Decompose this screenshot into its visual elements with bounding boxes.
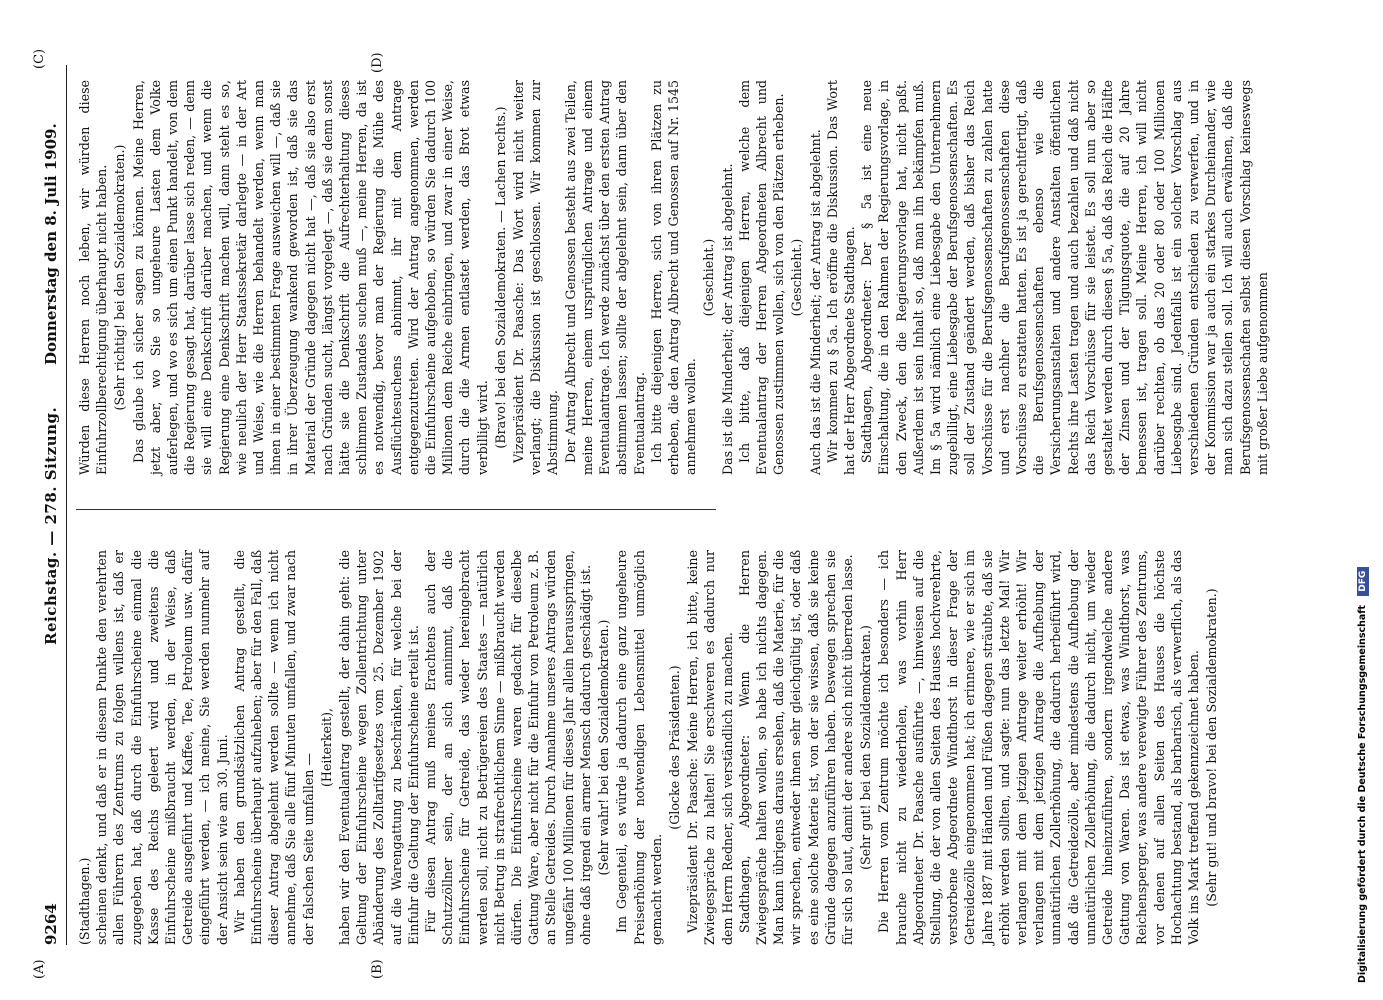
session-date: Donnerstag den 8. Juli 1909. [42,123,60,365]
speaker-paragraph: Stadthagen, Abgeordneter: Wenn die Herren Zwiegespräche halten wollen, so habe ich nichts dagegen. Man kann übrigens daraus ersehen, daß die Materie, für die wir sprechen, entweder ihnen sehr gleichgültig ist, oder daß es eine solche Materie ist, von der sie wissen, daß sie keine Gründe dagegen anzuführen haben. Deswegen sprechen sie für sich so laut, damit der andere sich nicht überreden lasse. [736,550,855,945]
paragraph: Wir haben den grundsätzlichen Antrag gestellt, die Einfuhrscheine überhaupt aufzuheben; aber für den Fall, daß dieser Antrag abgelehnt werden sollte — wenn ich nicht annehme, daß Sie alle fünf Minuten umfallen, und zwar nach der falschen Seite umfallen — [231,550,316,945]
right-column [76,80,1270,475]
paragraph: Die Herren vom Zentrum möchte ich besonders — ich brauche nicht zu wiederholen, was vorhin Herr Abgeordneter Dr. Paasche ausführte —, hinweisen auf die Stellung, die der von allen Seiten des Hauses hochverehrte, verstorbene Abgeordnete Windthorst in dieser Frage der Getreidezölle eingenommen hat; ich erinnere, wie er sich im Jahre 1887 mit Händen und Füßen dagegen sträubte, daß sie erhöht werden sollten, und sagte: nun das letzte Mal! Wir verlangen mit dem jetzigen Antrage weiter erhöht! Wir verlangen mit dem jetzigen Antrage die Aufhebung der unnatürlichen Zollerhöhung, die dadurch herbeiführt wird, daß die Getreidezölle, aber mindestens die Aufhebung der unnatürlichen Zollerhöhung, die dadurch nicht, um wieder Getreide hineinzuführen, sondern irgendwelche andere Gattung von Waren. Das ist etwas, was Windthorst, was Reichensperger, was andere verewigte Führer des Zentrums, vor denen auf allen Seiten des Hauses die höchste Hochachtung bestand, als barbarisch, als verwerflich, als das Volk ins Mark treffend gekennzeichnet haben. [876,550,1201,945]
margin-mark-d: (D) [370,52,385,73]
paragraph: Auch das ist die Minderheit; der Antrag ist abgelehnt. [807,129,823,475]
interjection: (Sehr gut! bei den Sozialdemokraten.) [858,625,874,870]
left-column [76,550,1220,945]
dfg-logo: DFG [1357,567,1369,596]
paragraph: Ich bitte diejenigen Herren, sich von ihren Plätzen zu erheben, die den Antrag Albrecht und Genossen auf Nr. 1545 annehmen wollen. [648,80,699,475]
paragraph: Das ist die Minderheit; der Antrag ist abgelehnt. [719,163,735,475]
interjection: (Glocke des Präsidenten.) [666,665,682,830]
interjection: (Sehr wahr! bei den Sozialdemokraten.) [596,619,612,876]
paragraph: Für diesen Antrag muß meines Erachtens auch der Schutzzöllner sein, der an sich annimmt, daß die Einfuhrscheine für Getreide, das wieder hereingebracht werden soll, nicht zu Betrügereien des Staates — natürlich nicht Betrug in strafrechtlichem Sinne — mißbraucht werden dürfen. Die Einfuhrscheine waren gedacht für dieselbe Gattung Ware, aber nicht für die Einfuhr von Petroleum z. B. an Stelle Getreides. Durch Annahme unseres Antrags würden ungefähr 100 Millionen für dieses Jahr allein herausspringen, ohne daß irgend ein armer Mensch dadurch geschädigt ist. [423,550,593,945]
margin-mark-c: (C) [32,48,47,69]
paragraph: Der Antrag Albrecht und Genossen besteht aus zwei Teilen, meine Herren, einem ursprünglichen Antrage und einem Eventualantrage. Ich werde zunächst über den ersten Antrag abstimmen lassen; sollte der abgelehnt sein, dann über den Eventualantrag. [562,80,647,475]
paragraph: scheinen denkt, und daß er in diesem Punkte den verehrten allen Führern des Zentrums zu folgen willens ist, daß er zugegeben hat, daß durch die Einfuhrscheine einmal die Kasse des Reichs geleert wird und zweitens die Einfuhrscheine mißbraucht werden, in der Weise, daß Getreide ausgeführt und Kaffee, Tee, Petroleum usw. dafür eingeführt werden, — ich meine, Sie werden nunmehr auf der Ansicht sein wie am 30. Juni. [94,550,230,945]
interjection: (Bravo! bei den Sozialdemokraten. — Lachen rechts.) [492,106,508,449]
paragraph: (Stadthagen.) [77,857,92,945]
interjection: (Sehr richtig! bei den Sozialdemokraten.) [112,144,128,411]
margin-mark-b: (B) [370,959,385,979]
interjection: (Heiterkeit), [318,708,334,787]
page-header [40,65,68,945]
interjection: (Geschieht.) [701,238,717,317]
paragraph: Das glaube ich sicher sagen zu können. Meine Herren, jetzt aber, wo Sie so ungeheure Lasten dem Volke auferlegen, und wo es sich um einen Punkt handelt, von dem die Regierung gesagt hat, darüber lasse sich reden, — denn sie will eine Denkschrift darüber machen, und wenn die Regierung eine Denkschrift machen will, dann steht es so, wie neulich der Herr Staatssekretär darlegte — in der Art und Weise, wie die Herren behandelt werden, wenn man ihnen in einer bestimmten Frage ausweichen will —, daß sie in ihrer Überzeugung wankend geworden ist, daß sie das Material der Gründe dagegen nicht hat —, daß sie also erst nach Gründen sucht, längst vorgelegt —, daß sie denn sonst hätte sie die Denkschrift die Aufrechterhaltung dieses schlimmen Zustandes suchen muß —, meine Herren, da ist es notwendig, bevor man der Regierung die Mühe des Ausflüchtesuchens abnimmt, ihr mit dem Antrage entgegenzutreten. Wird der Antrag angenommen, werden die Einfuhrscheine aufgehoben, so würden Sie dadurch 100 Millionen dem Reiche einbringen, und zwar in einer Weise, durch die die Armen entlastet werden, das Brot etwas verbilligt wird. [130,80,490,475]
margin-mark-a: (A) [32,959,47,979]
speaker-paragraph: Stadthagen, Abgeordneter: Der § 5a ist eine neue Einschaltung, die in den Rahmen der Regierungsvorlage, in den Zweck, den die Regierungsvorlage hat, nicht paßt. Außerdem ist sein Inhalt so, daß man ihn bekämpfen muß. Im § 5a wird nämlich eine Liebesgabe den Unternehmern zugebilligt, eine Liebesgabe der Berufsgenossenschaften. Es soll der Zustand geändert werden, daß bisher das Reich Vorschüsse für die Berufsgenossenschaften zu zahlen hatte und erst nachher die Berufsgenossenschaften diese Vorschüsse zu erstatten hatten. Es ist ja gerechtfertigt, daß die Berufsgenossenschaften ebenso wie die Versicherungsanstalten und andere Anstalten öffentlichen Rechts ihre Lasten tragen und auch bezahlen und daß nicht das Reich Vorschüsse für sie leistet. Es soll nun aber so gestaltet werden durch diesen § 5a, daß das Reich die Hälfte der Zinsen und der Tilgungsquote, die auf 20 Jahre bemessen ist, tragen soll. Meine Herren, ich will nicht darüber rechten, ob das 20 oder 80 oder 100 Millionen Liebesgabe sind. Jedenfalls ist ein solcher Vorschlag aus verschiedenen Gründen entschieden zu verwerfen, und in der Kommission war ja auch ein starkes Durcheinander, wie man sich dazu stellen soll. Ich will auch erwähnen, daß die Berufsgenossenschaften selbst diesen Vorschlag keineswegs mit großer Liebe aufgenommen [859,80,1270,475]
running-title: Reichstag. — 278. Sitzung. [42,406,60,645]
paragraph: Wir kommen zu § 5a. Ich eröffne die Diskussion. Das Wort hat der Herr Abgeordnete Stadthagen. [824,80,857,475]
speaker-paragraph: Vizepräsident Dr. Paasche: Meine Herren, ich bitte, keine Zwiegespräche zu halten! Sie erschweren es dadurch nur dem Herrn Redner, sich verständlich zu machen. [685,550,735,945]
header-rule [66,65,67,945]
credit-text: Digitalisierung gefördert durch die Deutsche Forschungsgemeinschaft [1357,605,1368,983]
speaker-paragraph: Vizepräsident Dr. Paasche: Das Wort wird nicht weiter verlangt; die Diskussion ist geschlossen. Wir kommen zur Abstimmung. [511,80,561,475]
paragraph: haben wir den Eventualantrag gestellt, der dahin geht: die Geltung der Einfuhrscheine wegen Zollentrichtung unter Abänderung des Zolltarifgesetzes vom 25. Dezember 1902 auf die Warengattung zu beschränken, für welche bei der Einfuhr die Geltung der Einfuhrscheine erteilt ist. [337,550,421,945]
interjection: (Sehr gut! und bravo! bei den Sozialdemokraten.) [1204,588,1220,907]
paragraph: Ich bitte, daß diejenigen Herren, welche dem Eventualantrag der Herren Abgeordneten Albrecht und Genossen zustimmen wollen, sich von den Plätzen erheben. [736,80,787,475]
paragraph: Würden diese Herren noch leben, wir würden diese Einfuhrzollberechtigung überhaupt nicht haben. [77,80,110,475]
printed-sheet [32,48,1360,979]
column-divider [76,509,716,510]
digitization-credit [1357,8,1375,983]
paragraph: Im Gegenteil, es würde ja dadurch eine ganz ungeheure Preiserhöhung der notwendigen Lebensmittel unmöglich gemacht werden. [614,550,664,945]
page-number: 9264 [42,903,60,945]
interjection: (Geschieht.) [789,238,805,317]
